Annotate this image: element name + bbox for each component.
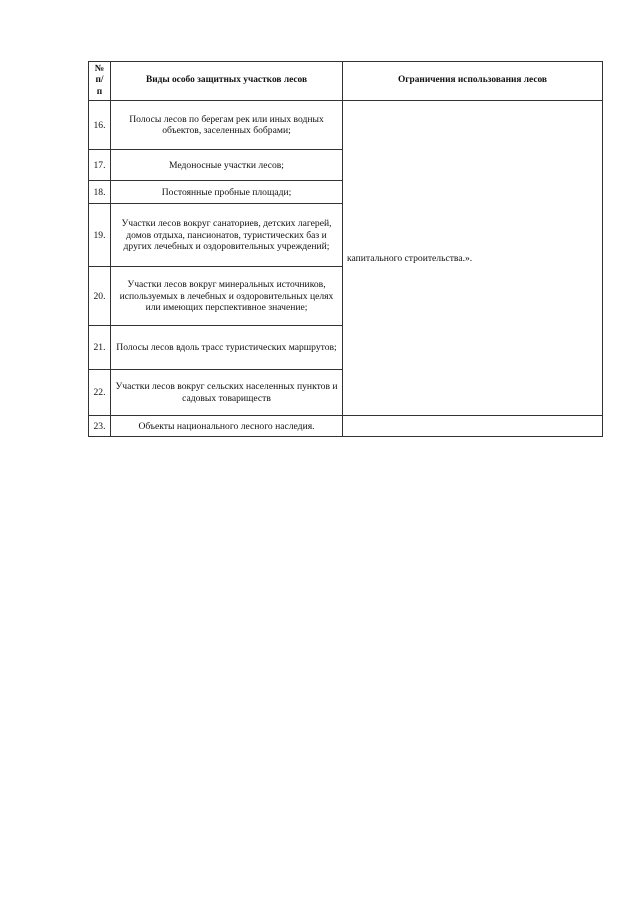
- row-type: Постоянные пробные площади;: [111, 181, 343, 204]
- row-number: 16.: [89, 101, 111, 150]
- row-number: 17.: [89, 150, 111, 181]
- row-number: 18.: [89, 181, 111, 204]
- row-type: Полосы лесов по берегам рек или иных водных объектов, заселенных бобрами;: [111, 101, 343, 150]
- row-type: Участки лесов вокруг санаториев, детских лагерей, домов отдыха, пансионатов, туристических баз и других лечебных и оздоровительных учреждений;: [111, 204, 343, 267]
- merged-restriction-cell: капитального строительства.».: [343, 101, 603, 416]
- header-row: [89, 62, 603, 101]
- row-type: Медоносные участки лесов;: [111, 150, 343, 181]
- row-number: 21.: [89, 326, 111, 370]
- regulation-table: [88, 61, 603, 437]
- table-body: [89, 101, 603, 437]
- header-type: Виды особо защитных участков лесов: [111, 62, 343, 101]
- row-number: 20.: [89, 267, 111, 326]
- table-row: [89, 101, 603, 150]
- row-number: 22.: [89, 370, 111, 416]
- header-num: № п/п: [89, 62, 111, 101]
- table-row: [89, 416, 603, 437]
- row-type: Объекты национального лесного наследия.: [111, 416, 343, 437]
- table-header: [89, 62, 603, 101]
- row-type: Участки лесов вокруг минеральных источников, используемых в лечебных и оздоровительных целях или имеющих перспективное значение;: [111, 267, 343, 326]
- header-restriction: Ограничения использования лесов: [343, 62, 603, 101]
- row-number: 23.: [89, 416, 111, 437]
- row-type: Участки лесов вокруг сельских населенных пунктов и садовых товариществ: [111, 370, 343, 416]
- row-restriction: [343, 416, 603, 437]
- row-type: Полосы лесов вдоль трасс туристических маршрутов;: [111, 326, 343, 370]
- row-number: 19.: [89, 204, 111, 267]
